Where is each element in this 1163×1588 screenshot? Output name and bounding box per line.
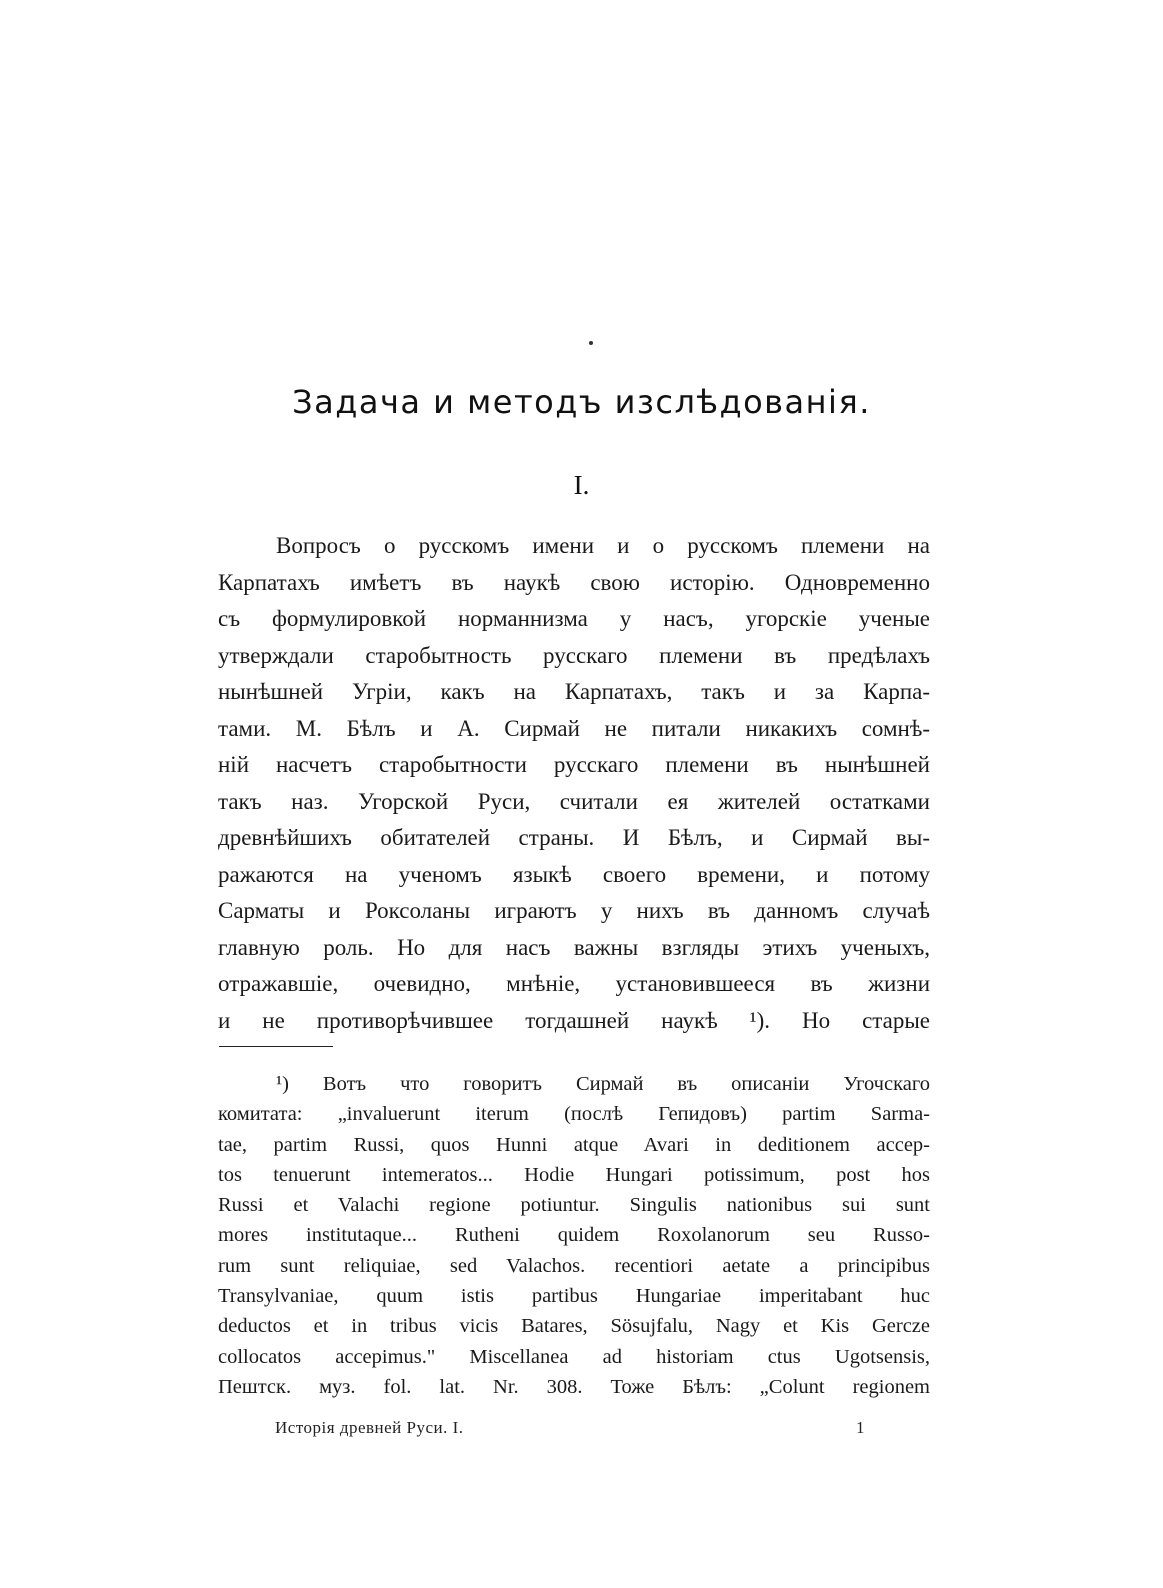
footnote-line: tos tenuerunt intemeratos... Hodie Hungari potissimum, post hos — [218, 1163, 930, 1186]
main-text — [218, 528, 930, 1039]
stray-dot-mark — [589, 341, 593, 345]
footnote-line: deductos et in tribus vicis Batares, Sösujfalu, Nagy et Kis Gercze — [218, 1315, 930, 1338]
footnote-line: Пештск. муз. fol. lat. Nr. 308. Тоже Бѣлъ: „Colunt regionem — [218, 1375, 930, 1398]
text-line: отражавшіе, очевидно, мнѣніе, установившееся въ жизни — [218, 971, 930, 996]
footnote-line: Transylvaniae, quum istis partibus Hungariae imperitabant huc — [218, 1285, 930, 1308]
footnote-line: tae, partim Russi, quos Hunni atque Avari in deditionem accep- — [218, 1133, 930, 1156]
footnote-line: комитата: „invaluerunt iterum (послѣ Гепидовъ) partim Sarma- — [218, 1103, 930, 1126]
text-line: ній насчетъ старобытности русскаго племени въ нынѣшней — [218, 752, 930, 777]
footnote — [218, 1069, 930, 1402]
text-line: утверждали старобытность русскаго племени въ предѣлахъ — [218, 642, 930, 668]
chapter-title: Задача и методъ изслѣдованія. — [292, 383, 871, 421]
footnote-line: Russi et Valachi regione potiuntur. Singulis nationibus sui sunt — [218, 1194, 930, 1217]
text-line: тами. М. Бѣлъ и А. Сирмай не питали никакихъ сомнѣ- — [218, 715, 930, 741]
section-number: I. — [573, 470, 590, 500]
footnote-line: mores institutaque... Rutheni quidem Roxolanorum seu Russo- — [218, 1224, 930, 1247]
running-footer-title: Исторія древней Руси. I. — [275, 1418, 464, 1437]
text-line: Вопросъ о русскомъ имени и о русскомъ племени на — [276, 533, 930, 558]
signature-mark: 1 — [856, 1418, 865, 1437]
footnote-line: rum sunt reliquiae, sed Valachos. recentiori aetate a principibus — [218, 1254, 930, 1277]
text-line: такъ наз. Угорской Руси, считали ея жителей остатками — [218, 788, 930, 814]
footnote-line: collocatos accepimus." Miscellanea ad historiam ctus Ugotsensis, — [218, 1345, 930, 1368]
text-line: и не противорѣчившее тогдашней наукѣ ¹). Но старые — [218, 1007, 930, 1033]
text-line: нынѣшней Угріи, какъ на Карпатахъ, такъ и за Карпа- — [218, 679, 930, 704]
footnote-separator — [219, 1046, 333, 1047]
text-line: Сарматы и Роксоланы играютъ у нихъ въ данномъ случаѣ — [218, 898, 930, 923]
text-line: главную роль. Но для насъ важны взгляды этихъ ученыхъ, — [218, 934, 930, 960]
text-line: ражаются на ученомъ языкѣ своего времени, и потому — [218, 861, 930, 887]
text-line: древнѣйшихъ обитателей страны. И Бѣлъ, и Сирмай вы- — [218, 825, 930, 850]
text-line: съ формулировкой норманнизма у насъ, угорскіе ученые — [218, 606, 930, 631]
footnote-line: ¹) Вотъ что говоритъ Сирмай въ описаніи Угочскаго — [276, 1073, 930, 1095]
text-line: Карпатахъ имѣетъ въ наукѣ свою исторію. Одновременно — [218, 569, 930, 595]
